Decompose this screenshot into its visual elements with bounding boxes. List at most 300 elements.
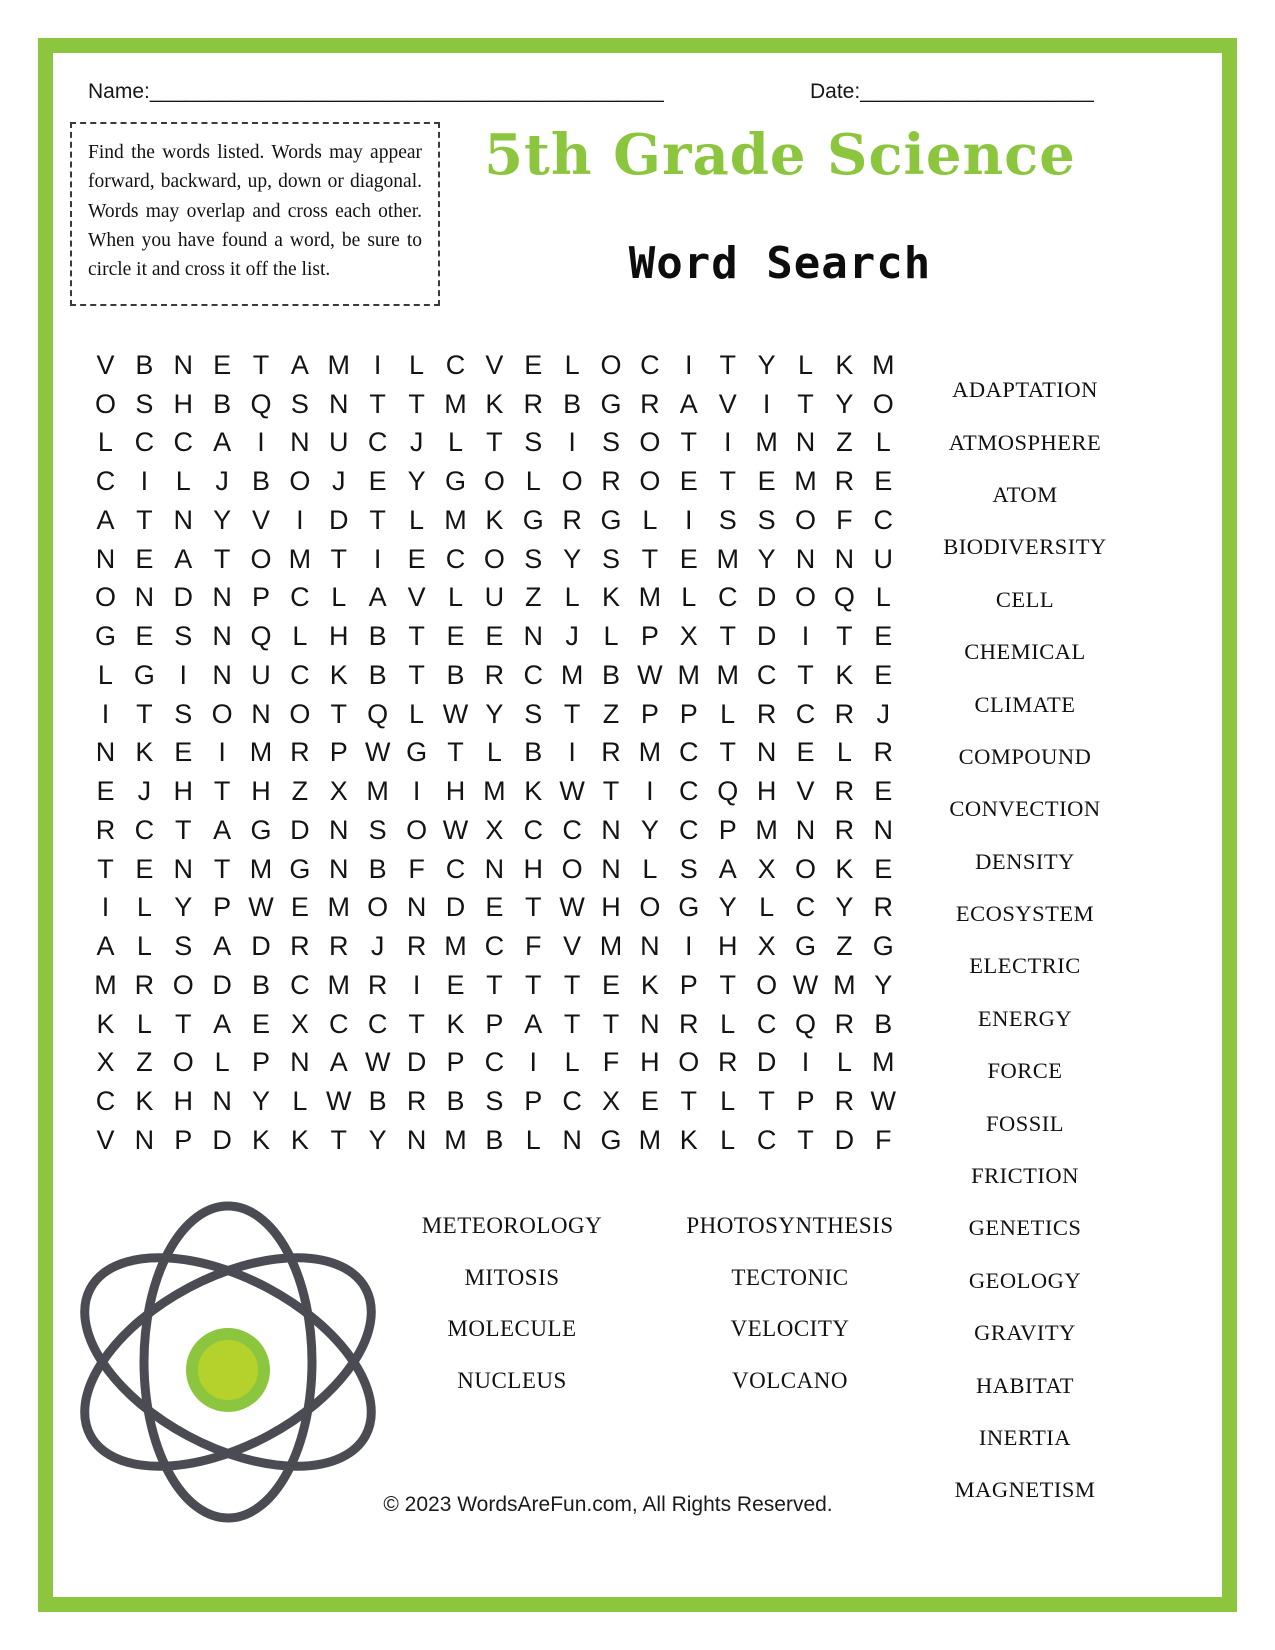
grid-letter: T bbox=[524, 892, 542, 923]
grid-letter: W bbox=[326, 1086, 352, 1117]
word-list-item: ENERGY bbox=[977, 1005, 1073, 1031]
grid-letter: E bbox=[679, 466, 698, 497]
grid-letter: H bbox=[756, 776, 777, 807]
grid-letter: S bbox=[602, 543, 621, 574]
grid-letter: A bbox=[213, 427, 232, 458]
grid-letter: T bbox=[719, 969, 736, 1000]
grid-letter: M bbox=[638, 582, 662, 613]
grid-letter: E bbox=[213, 349, 232, 380]
grid-letter: S bbox=[757, 504, 776, 535]
grid-letter: L bbox=[331, 582, 347, 613]
grid-letter: R bbox=[873, 737, 893, 768]
grid-letter: T bbox=[719, 621, 736, 652]
grid-letter: T bbox=[408, 659, 425, 690]
grid-letter: T bbox=[447, 737, 464, 768]
grid-letter: R bbox=[717, 1047, 738, 1078]
grid-letter: G bbox=[133, 659, 155, 690]
name-field bbox=[88, 80, 664, 104]
atom-icon bbox=[50, 1192, 406, 1532]
grid-letter: V bbox=[485, 349, 504, 380]
grid-letter: Y bbox=[835, 892, 854, 923]
date-blank-line: ____________________ bbox=[860, 80, 1094, 103]
grid-letter: C bbox=[173, 427, 193, 458]
date-field bbox=[810, 80, 1094, 104]
word-list-item: ATMOSPHERE bbox=[948, 429, 1102, 455]
grid-letter: N bbox=[329, 388, 349, 419]
grid-letter: J bbox=[876, 698, 890, 729]
grid-letter: B bbox=[368, 659, 387, 690]
grid-letter: C bbox=[290, 659, 310, 690]
grid-letter: D bbox=[173, 582, 193, 613]
grid-letter: L bbox=[525, 466, 541, 497]
grid-letter: T bbox=[563, 1008, 581, 1039]
grid-letter: Q bbox=[833, 582, 855, 613]
grid-letter: C bbox=[523, 814, 543, 845]
grid-letter: T bbox=[136, 504, 153, 535]
grid-letter: H bbox=[717, 931, 738, 962]
grid-letter: D bbox=[756, 582, 777, 613]
grid-letter: I bbox=[685, 504, 693, 535]
grid-letter: C bbox=[367, 427, 388, 458]
grid-letter: Z bbox=[836, 427, 853, 458]
word-list-item: PHOTOSYNTHESIS bbox=[686, 1212, 894, 1238]
grid-letter: B bbox=[368, 1086, 387, 1117]
grid-letter: H bbox=[640, 1047, 660, 1078]
grid-letter: P bbox=[446, 1047, 465, 1078]
grid-letter: O bbox=[639, 427, 661, 458]
instructions-box bbox=[70, 122, 440, 306]
grid-letter: O bbox=[483, 543, 505, 574]
grid-letter: E bbox=[290, 892, 309, 923]
grid-letter: K bbox=[290, 1124, 309, 1155]
word-list-item: MOLECULE bbox=[447, 1316, 577, 1342]
grid-letter: W bbox=[442, 814, 469, 845]
grid-letter: N bbox=[484, 853, 505, 884]
grid-letter: K bbox=[485, 388, 504, 419]
word-list-item: VOLCANO bbox=[732, 1367, 848, 1393]
grid-letter: W bbox=[559, 892, 585, 923]
grid-letter: H bbox=[173, 1086, 193, 1117]
grid-letter: R bbox=[834, 776, 855, 807]
grid-letter: O bbox=[794, 853, 816, 884]
grid-letter: A bbox=[679, 388, 698, 419]
grid-letter: M bbox=[444, 931, 467, 962]
grid-letter: E bbox=[135, 621, 154, 652]
word-list-item: METEOROLOGY bbox=[421, 1212, 603, 1238]
word-list-item: COMPOUND bbox=[958, 743, 1092, 769]
grid-letter: R bbox=[290, 737, 310, 768]
grid-letter: R bbox=[679, 1008, 699, 1039]
grid-letter: V bbox=[796, 776, 815, 807]
grid-letter: Z bbox=[524, 582, 542, 613]
grid-letter: L bbox=[875, 582, 891, 613]
grid-letter: F bbox=[875, 1124, 892, 1155]
grid-letter: R bbox=[134, 969, 155, 1000]
grid-letter: I bbox=[412, 969, 421, 1000]
grid-letter: L bbox=[97, 427, 113, 458]
grid-letter: E bbox=[485, 621, 504, 652]
grid-letter: G bbox=[250, 814, 272, 845]
word-list-item: GRAVITY bbox=[974, 1320, 1076, 1346]
grid-letter: N bbox=[873, 814, 893, 845]
grid-letter: S bbox=[174, 698, 193, 729]
grid-letter: C bbox=[484, 931, 505, 962]
grid-letter: Y bbox=[718, 892, 737, 923]
grid-letter: O bbox=[794, 504, 816, 535]
grid-letter: U bbox=[251, 659, 271, 690]
word-list-item: GENETICS bbox=[968, 1215, 1082, 1241]
grid-letter: L bbox=[603, 621, 619, 652]
grid-letter: R bbox=[523, 388, 543, 419]
grid-letter: R bbox=[290, 931, 310, 962]
grid-letter: R bbox=[756, 698, 777, 729]
grid-letter: T bbox=[213, 776, 231, 807]
grid-letter: G bbox=[794, 931, 816, 962]
grid-letter: J bbox=[137, 776, 152, 807]
grid-letter: S bbox=[718, 504, 737, 535]
grid-letter: L bbox=[836, 1047, 852, 1078]
grid-letter: O bbox=[211, 698, 233, 729]
word-list-item: MITOSIS bbox=[464, 1264, 560, 1290]
grid-letter: L bbox=[292, 621, 308, 652]
grid-letter: Y bbox=[407, 466, 426, 497]
grid-letter: M bbox=[94, 969, 117, 1000]
grid-letter: D bbox=[756, 1047, 777, 1078]
grid-letter: B bbox=[368, 621, 387, 652]
grid-letter: H bbox=[173, 388, 193, 419]
grid-letter: T bbox=[330, 698, 348, 729]
grid-letter: I bbox=[179, 659, 187, 690]
grid-letter: T bbox=[680, 427, 698, 458]
grid-letter: T bbox=[797, 659, 814, 690]
grid-letter: W bbox=[364, 1047, 391, 1078]
grid-letter: I bbox=[568, 737, 576, 768]
grid-letter: V bbox=[563, 931, 582, 962]
grid-letter: N bbox=[406, 892, 427, 923]
grid-letter: C bbox=[756, 1008, 777, 1039]
grid-letter: T bbox=[252, 349, 270, 380]
grid-letter: G bbox=[289, 853, 311, 884]
grid-letter: B bbox=[252, 969, 271, 1000]
grid-letter: T bbox=[213, 543, 231, 574]
grid-letter: Y bbox=[368, 1124, 387, 1155]
grid-letter: R bbox=[834, 698, 855, 729]
grid-letter: I bbox=[762, 388, 771, 419]
grid-letter: X bbox=[757, 931, 776, 962]
grid-letter: M bbox=[833, 969, 856, 1000]
grid-letter: Y bbox=[835, 388, 854, 419]
grid-letter: N bbox=[95, 737, 116, 768]
grid-letter: D bbox=[329, 504, 349, 535]
grid-letter: T bbox=[719, 737, 736, 768]
grid-letter: F bbox=[524, 931, 542, 962]
grid-letter: L bbox=[409, 349, 425, 380]
grid-letter: V bbox=[252, 504, 271, 535]
grid-letter: M bbox=[560, 659, 584, 690]
grid-letter: X bbox=[757, 853, 776, 884]
grid-letter: R bbox=[406, 1086, 427, 1117]
grid-letter: B bbox=[874, 1008, 893, 1039]
grid-letter: C bbox=[873, 504, 893, 535]
grid-letter: N bbox=[212, 582, 232, 613]
grid-letter: G bbox=[600, 388, 622, 419]
grid-letter: T bbox=[758, 1086, 775, 1117]
grid-letter: N bbox=[329, 814, 349, 845]
grid-letter: A bbox=[290, 349, 309, 380]
grid-letter: N bbox=[640, 1008, 660, 1039]
grid-letter: L bbox=[447, 582, 463, 613]
grid-letter: R bbox=[834, 1086, 855, 1117]
grid-letter: Y bbox=[174, 892, 193, 923]
grid-letter: C bbox=[679, 737, 699, 768]
grid-letter: A bbox=[524, 1008, 543, 1039]
grid-letter: T bbox=[680, 1086, 698, 1117]
grid-letter: S bbox=[524, 427, 543, 458]
grid-letter: O bbox=[756, 969, 778, 1000]
grid-letter: M bbox=[755, 427, 778, 458]
grid-letter: W bbox=[792, 969, 819, 1000]
grid-letter: N bbox=[756, 737, 777, 768]
grid-letter: D bbox=[212, 969, 232, 1000]
name-blank-line: ____________________________________________ bbox=[149, 80, 664, 103]
grid-letter: K bbox=[835, 659, 854, 690]
grid-letter: Y bbox=[874, 969, 893, 1000]
grid-letter: K bbox=[485, 504, 504, 535]
grid-letter: W bbox=[637, 659, 663, 690]
grid-letter: N bbox=[212, 1086, 232, 1117]
grid-letter: V bbox=[407, 582, 426, 613]
grid-letter: S bbox=[679, 853, 698, 884]
name-label: Name: bbox=[88, 80, 150, 103]
grid-letter: C bbox=[367, 1008, 388, 1039]
grid-letter: N bbox=[562, 1124, 582, 1155]
grid-letter: C bbox=[445, 853, 466, 884]
grid-letter: M bbox=[716, 659, 739, 690]
grid-letter: S bbox=[368, 814, 387, 845]
word-list-item: NUCLEUS bbox=[457, 1367, 567, 1393]
grid-letter: I bbox=[801, 1047, 810, 1078]
grid-letter: Y bbox=[213, 504, 232, 535]
grid-letter: X bbox=[485, 814, 504, 845]
grid-letter: C bbox=[484, 1047, 505, 1078]
grid-letter: C bbox=[134, 427, 155, 458]
grid-letter: N bbox=[601, 814, 621, 845]
grid-letter: N bbox=[134, 1124, 155, 1155]
grid-letter: X bbox=[290, 1008, 309, 1039]
grid-letter: C bbox=[717, 582, 738, 613]
grid-letter: P bbox=[640, 621, 659, 652]
grid-letter: T bbox=[408, 388, 425, 419]
grid-letter: H bbox=[601, 892, 621, 923]
grid-letter: S bbox=[524, 698, 543, 729]
grid-letter: B bbox=[368, 853, 387, 884]
word-list-item: HABITAT bbox=[976, 1372, 1074, 1398]
grid-letter: N bbox=[640, 931, 660, 962]
grid-letter: K bbox=[835, 349, 854, 380]
grid-letter: L bbox=[214, 1047, 230, 1078]
grid-letter: A bbox=[329, 1047, 348, 1078]
grid-letter: L bbox=[136, 892, 152, 923]
grid-letter: A bbox=[96, 931, 115, 962]
grid-letter: Y bbox=[252, 1086, 271, 1117]
grid-letter: Y bbox=[485, 698, 504, 729]
grid-letter: I bbox=[257, 427, 265, 458]
page-title: 5th Grade Science bbox=[484, 122, 1076, 188]
date-label: Date: bbox=[810, 80, 861, 103]
grid-letter: T bbox=[563, 969, 581, 1000]
grid-letter: E bbox=[602, 969, 621, 1000]
word-list-item: TECTONIC bbox=[731, 1264, 849, 1290]
grid-letter: I bbox=[685, 931, 693, 962]
grid-letter: T bbox=[486, 969, 503, 1000]
grid-letter: T bbox=[563, 698, 581, 729]
grid-letter: P bbox=[640, 698, 659, 729]
grid-letter: E bbox=[679, 543, 698, 574]
grid-letter: N bbox=[212, 621, 232, 652]
grid-letter: O bbox=[678, 1047, 700, 1078]
grid-letter: R bbox=[329, 931, 349, 962]
grid-letter: V bbox=[96, 349, 115, 380]
grid-letter: P bbox=[796, 1086, 815, 1117]
grid-letter: L bbox=[797, 349, 813, 380]
grid-letter: C bbox=[795, 892, 816, 923]
grid-letter: J bbox=[409, 427, 424, 458]
grid-letter: K bbox=[640, 969, 659, 1000]
grid-letter: O bbox=[561, 466, 583, 497]
grid-letter: A bbox=[213, 814, 232, 845]
grid-letter: I bbox=[723, 427, 732, 458]
grid-letter: E bbox=[96, 776, 115, 807]
word-list-item: DENSITY bbox=[975, 848, 1075, 874]
grid-letter: K bbox=[679, 1124, 698, 1155]
grid-letter: T bbox=[369, 388, 386, 419]
grid-letter: C bbox=[756, 1124, 777, 1155]
grid-letter: K bbox=[135, 737, 154, 768]
grid-letter: X bbox=[679, 621, 698, 652]
grid-letter: M bbox=[444, 388, 467, 419]
grid-letter: L bbox=[720, 698, 736, 729]
grid-letter: W bbox=[248, 892, 274, 923]
grid-letter: S bbox=[174, 621, 193, 652]
grid-letter: E bbox=[446, 969, 465, 1000]
grid-letter: N bbox=[134, 582, 155, 613]
grid-letter: Q bbox=[717, 776, 739, 807]
grid-letter: N bbox=[290, 427, 310, 458]
grid-letter: C bbox=[640, 349, 660, 380]
word-list-item: CHEMICAL bbox=[964, 639, 1086, 665]
instructions-text: Find the words listed. Words may appear forward, backward, up, down or diagonal. Words may overlap and cross each other. When you have found a word, be sure to circle it and cross it off the list. bbox=[88, 142, 422, 280]
grid-letter: J bbox=[332, 466, 346, 497]
grid-letter: P bbox=[524, 1086, 543, 1117]
word-list-bottom-right bbox=[660, 1200, 920, 1407]
grid-letter: O bbox=[289, 698, 311, 729]
grid-letter: H bbox=[523, 853, 543, 884]
grid-letter: M bbox=[444, 504, 467, 535]
grid-letter: M bbox=[249, 853, 273, 884]
grid-letter: O bbox=[600, 349, 622, 380]
grid-letter: L bbox=[292, 1086, 308, 1117]
grid-letter: L bbox=[409, 504, 425, 535]
grid-letter: N bbox=[795, 427, 816, 458]
grid-letter: I bbox=[140, 466, 149, 497]
grid-letter: B bbox=[485, 1124, 504, 1155]
grid-letter: I bbox=[412, 776, 421, 807]
grid-letter: R bbox=[484, 659, 505, 690]
grid-letter: A bbox=[96, 504, 115, 535]
grid-letter: U bbox=[873, 543, 893, 574]
grid-letter: Q bbox=[367, 698, 389, 729]
word-list-item: ECOSYSTEM bbox=[955, 901, 1095, 927]
grid-letter: M bbox=[599, 931, 623, 962]
grid-letter: L bbox=[97, 659, 113, 690]
grid-letter: C bbox=[95, 466, 116, 497]
word-list-item: GEOLOGY bbox=[968, 1267, 1082, 1293]
grid-letter: N bbox=[406, 1124, 427, 1155]
grid-letter: B bbox=[213, 388, 232, 419]
grid-letter: T bbox=[408, 621, 425, 652]
grid-letter: U bbox=[329, 427, 349, 458]
grid-letter: T bbox=[213, 853, 231, 884]
grid-letter: P bbox=[329, 737, 348, 768]
word-list-right bbox=[912, 364, 1138, 1517]
grid-letter: Z bbox=[291, 776, 309, 807]
grid-letter: J bbox=[215, 466, 229, 497]
grid-letter: M bbox=[794, 466, 817, 497]
grid-letter: O bbox=[561, 853, 583, 884]
grid-letter: M bbox=[249, 737, 273, 768]
grid-letter: N bbox=[601, 853, 621, 884]
grid-letter: N bbox=[290, 1047, 310, 1078]
word-list-item: CONVECTION bbox=[949, 796, 1101, 822]
grid-letter: O bbox=[639, 892, 661, 923]
grid-letter: E bbox=[407, 543, 426, 574]
grid-letter: L bbox=[642, 853, 658, 884]
grid-letter: N bbox=[795, 814, 816, 845]
grid-letter: L bbox=[564, 349, 580, 380]
grid-letter: I bbox=[101, 892, 110, 923]
grid-letter: S bbox=[135, 388, 154, 419]
grid-letter: M bbox=[755, 814, 778, 845]
word-list-item: CELL bbox=[995, 586, 1055, 612]
grid-letter: E bbox=[368, 466, 387, 497]
grid-letter: Y bbox=[757, 349, 776, 380]
grid-letter: O bbox=[94, 388, 116, 419]
grid-letter: S bbox=[485, 1086, 504, 1117]
grid-letter: D bbox=[756, 621, 777, 652]
word-list-item: INERTIA bbox=[978, 1425, 1072, 1450]
grid-letter: O bbox=[639, 466, 661, 497]
grid-letter: I bbox=[373, 543, 382, 574]
grid-letter: F bbox=[408, 853, 425, 884]
grid-letter: C bbox=[523, 659, 543, 690]
grid-letter: H bbox=[251, 776, 271, 807]
word-list-item: ADAPTATION bbox=[952, 377, 1098, 403]
grid-letter: I bbox=[373, 349, 382, 380]
grid-letter: N bbox=[251, 698, 271, 729]
grid-letter: A bbox=[213, 1008, 232, 1039]
grid-letter: E bbox=[874, 621, 893, 652]
grid-letter: C bbox=[679, 814, 699, 845]
grid-letter: T bbox=[602, 776, 620, 807]
grid-letter: R bbox=[95, 814, 116, 845]
word-list-item: FOSSIL bbox=[985, 1110, 1065, 1136]
grid-letter: T bbox=[330, 543, 348, 574]
grid-letter: T bbox=[797, 1124, 814, 1155]
grid-letter: C bbox=[95, 1086, 116, 1117]
copyright-text: © 2023 WordsAreFun.com, All Rights Reserved. bbox=[383, 1493, 833, 1516]
grid-letter: K bbox=[252, 1124, 271, 1155]
grid-letter: W bbox=[442, 698, 469, 729]
